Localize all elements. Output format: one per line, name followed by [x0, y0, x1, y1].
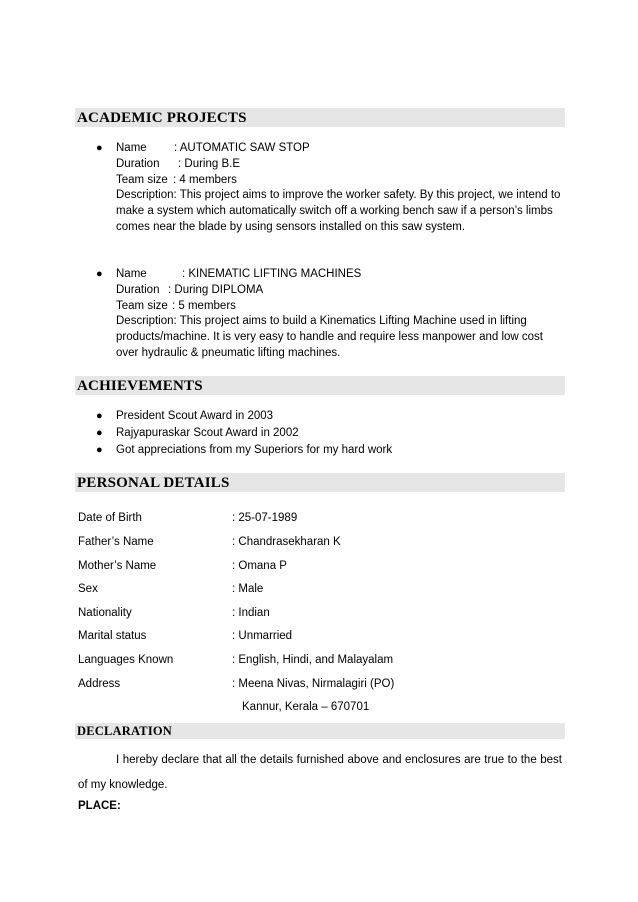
detail-key: Address [78, 678, 121, 690]
bullet-icon: ● [96, 444, 103, 456]
project-team-value: : 5 members [172, 299, 236, 312]
bullet-icon: ● [96, 142, 103, 154]
project-name-value: : KINEMATIC LIFTING MACHINES [182, 268, 362, 280]
list-item [96, 425, 392, 442]
achievements-list [96, 408, 392, 459]
project-duration-label: Duration [116, 283, 160, 296]
project-name-value: : AUTOMATIC SAW STOP [174, 142, 310, 154]
address-line-2: Kannur, Kerala – 670701 [242, 701, 370, 713]
detail-value: : Chandrasekharan K [232, 536, 341, 548]
project-description: Description: This project aims to improve the worker safety. By this project, we intend to make a system which automatically switch off a working bench saw if a person’s limbs comes near the blade by using sensors installed on this saw system. [116, 189, 561, 233]
list-item [96, 408, 392, 425]
detail-key: Sex [78, 583, 98, 595]
bullet-icon: ● [96, 427, 103, 439]
project-name-label: Name [116, 142, 147, 154]
detail-key: Languages Known [78, 654, 174, 666]
project-duration-value: : During B.E [178, 157, 240, 170]
declaration-text: I hereby declare that all the details furnished above and enclosures are true to the best of my knowledge. [78, 754, 562, 791]
detail-key: Father’s Name [78, 536, 154, 548]
project-duration-label: Duration [116, 157, 160, 170]
project-team-value: : 4 members [173, 173, 237, 186]
detail-value: : Unmarried [232, 630, 293, 642]
project-name-label: Name [116, 268, 147, 280]
declaration-heading: DECLARATION [75, 723, 565, 739]
detail-value: : 25-07-1989 [232, 512, 298, 524]
bullet-icon: ● [96, 410, 103, 422]
project-duration-value: : During DIPLOMA [168, 283, 264, 296]
detail-value: : Indian [232, 607, 270, 619]
project-team-label: Team size [116, 173, 168, 186]
achievement-text: Rajyapuraskar Scout Award in 2002 [116, 427, 299, 439]
academic-projects-heading: ACADEMIC PROJECTS [75, 108, 565, 127]
detail-value: : Meena Nivas, Nirmalagiri (PO) [232, 678, 395, 690]
detail-key: Mother’s Name [78, 560, 157, 572]
personal-details-table [78, 512, 562, 722]
place-label: PLACE: [78, 800, 121, 812]
list-item [96, 442, 392, 459]
detail-value: : Omana P [232, 560, 287, 572]
project-team-label: Team size [116, 299, 168, 312]
detail-value: : English, Hindi, and Malayalam [232, 654, 394, 666]
achievement-text: Got appreciations from my Superiors for my hard work [116, 444, 393, 456]
detail-key: Marital status [78, 630, 147, 642]
personal-details-heading: PERSONAL DETAILS [75, 473, 565, 492]
project-description: Description: This project aims to build a Kinematics Lifting Machine used in lifting products/machine. It is very easy to handle and require less manpower and low cost over hydraulic & pneumatic lifting machines. [116, 315, 543, 359]
achievement-text: President Scout Award in 2003 [116, 410, 274, 422]
achievements-heading: ACHIEVEMENTS [75, 376, 565, 395]
bullet-icon: ● [96, 268, 103, 280]
detail-value: : Male [232, 583, 264, 595]
detail-key: Nationality [78, 607, 132, 619]
detail-key: Date of Birth [78, 512, 142, 524]
